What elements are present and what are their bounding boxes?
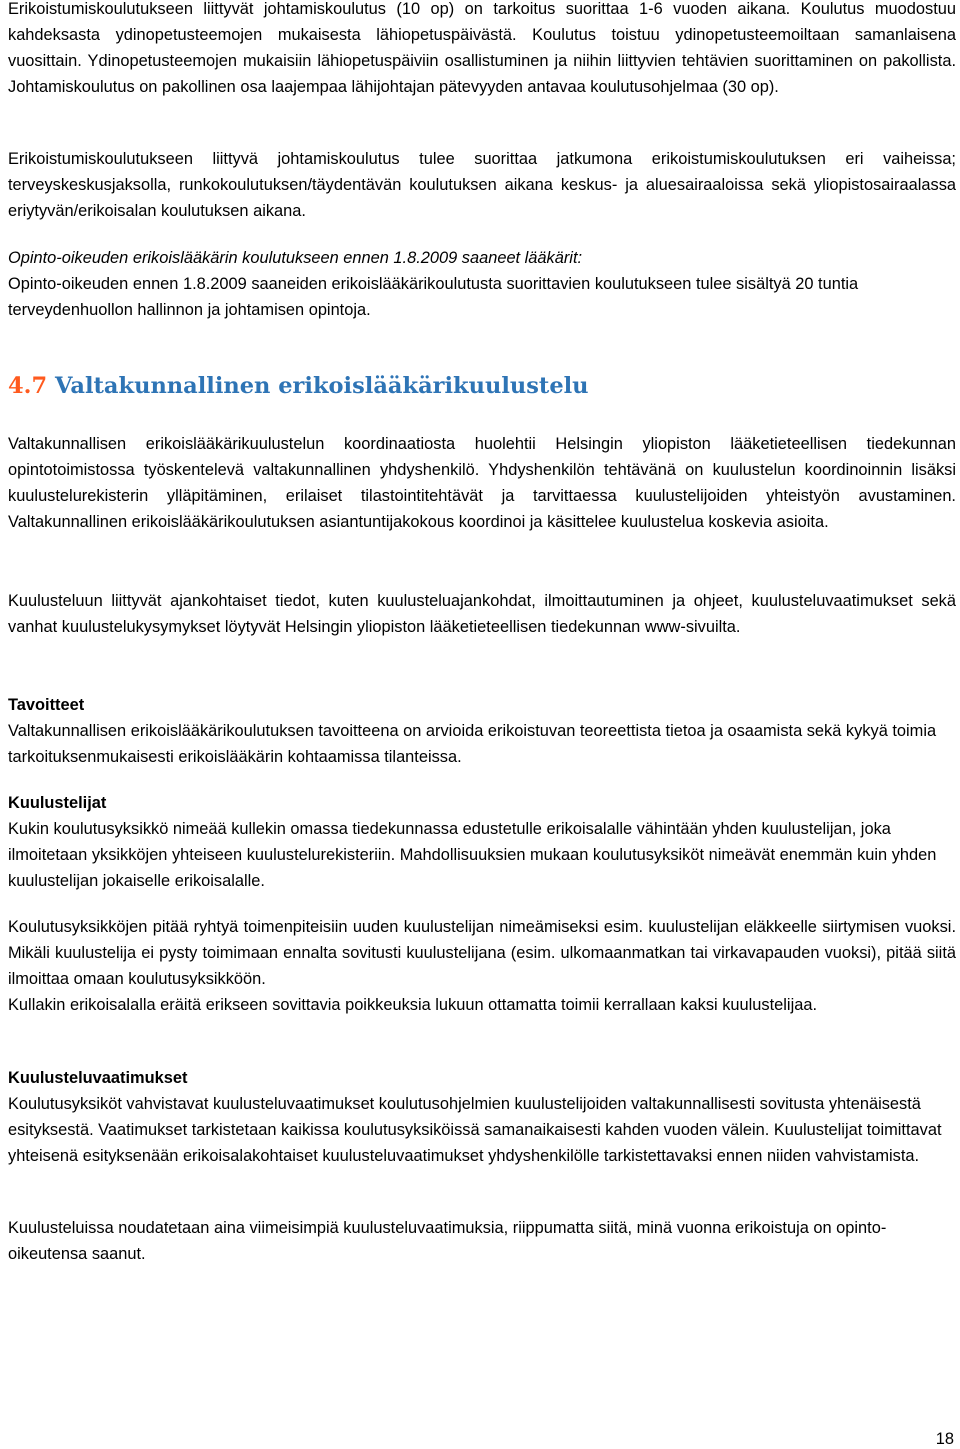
page-number: 18	[935, 1430, 954, 1448]
section-title: Valtakunnallinen erikoislääkärikuulustelu	[55, 373, 589, 399]
section-kuulusteluvaatimukset	[8, 1065, 956, 1169]
paragraph-koordinaatio	[8, 431, 956, 535]
paragraph-text: Erikoistumiskoulutukseen liittyvä johtamiskoulutus tulee suorittaa jatkumona erikoistumiskoulutuksen eri vaiheissa; terveyskeskusjaksolla, runkokoulutuksen/täydentävän koulutuksen aikana keskus- ja aluesairaaloissa sekä yliopistosairaalassa eriytyvän/erikoisalan koulutuksen aikana.	[8, 150, 956, 220]
paragraph-text: Erikoistumiskoulutukseen liittyvät johtamiskoulutus (10 op) on tarkoitus suorittaa 1-6 vuoden aikana. Koulutus muodostuu kahdeksasta ydinopetusteemojen mukaisesta lähiopetuspäivästä. Koulutus toistuu ydinopetusteemoiltaan samanlaisena vuosittain. Ydinopetusteemojen mukaisiin lähiopetuspäiviin osallistuminen ja niihin liittyvien tehtävien suorittaminen on pakollista. Johtamiskoulutus on pakollinen osa laajempaa lähijohtajan pätevyyden antavaa koulutusohjelmaa (30 op).	[8, 0, 956, 96]
paragraph-uusi-kuulustelija	[8, 914, 956, 1018]
subsection-title: Kuulusteluvaatimukset	[8, 1069, 188, 1087]
paragraph-text: Kukin koulutusyksikkö nimeää kullekin omassa tiedekunnassa edustetulle erikoisalalle vähintään yhden kuulustelijan, joka ilmoitetaan yksikköjen yhteiseen kuulustelurekisteriin. Mahdollisuuksien mukaan koulutusyksiköt nimeävät enemmän kuin yhden kuulustelijan jokaiselle erikoisalalle.	[8, 820, 937, 890]
section-kuulustelijat	[8, 790, 956, 894]
paragraph-text: Kuulusteluun liittyvät ajankohtaiset tiedot, kuten kuulusteluajankohdat, ilmoittautuminen ja ohjeet, kuulusteluvaatimukset sekä vanhat kuulustelukysymykset löytyvät Helsingin yliopiston lääketieteellisen tiedekunnan www-sivuilta.	[8, 592, 956, 636]
section-tavoitteet	[8, 692, 956, 770]
paragraph-text: Opinto-oikeuden ennen 1.8.2009 saaneiden erikoislääkärikoulutusta suorittavien koulutukseen tulee sisältyä 20 tuntia terveydenhuollon hallinnon ja johtamisen opintoja.	[8, 275, 859, 319]
paragraph-viimeisimmat-vaatimukset	[8, 1215, 956, 1267]
paragraph-text: Valtakunnallisen erikoislääkärikoulutuksen tavoitteena on arvioida erikoistuvan teoreettista tietoa ja osaamista sekä kykyä toimia tarkoituksenmukaisesti erikoislääkärin kohtaamissa tilanteissa.	[8, 722, 937, 766]
section-heading	[8, 371, 589, 401]
paragraph-text: Koulutusyksiköt vahvistavat kuulusteluvaatimukset koulutusohjelmien kuulustelijoiden valtakunnallisesti sovitusta yhtenäisestä esityksestä. Vaatimukset tarkistetaan kaikissa koulutusyksiköissä samanaikaisesti kahden vuoden välein. Kuulustelijat toimittavat yhteisenä esityksenään erikoisalakohtaiset kuulusteluvaatimukset yhdyshenkilölle tarkistettavaksi ennen niiden vahvistamista.	[8, 1095, 942, 1165]
subsection-title: Kuulustelijat	[8, 794, 107, 812]
subsection-title: Tavoitteet	[8, 696, 85, 714]
section-number: 4.7	[8, 373, 48, 399]
paragraph-ajankohtaiset	[8, 588, 956, 640]
paragraph-opinto-oikeus	[8, 245, 956, 323]
paragraph-text: Kullakin erikoisalalla eräitä erikseen sovittavia poikkeuksia lukuun ottamatta toimii kerrallaan kaksi kuulustelijaa.	[8, 996, 817, 1014]
paragraph-text: Valtakunnallisen erikoislääkärikuulustelun koordinaatiosta huolehtii Helsingin yliopiston lääketieteellisen tiedekunnan opintotoimistossa työskentelevä valtakunnallinen yhdyshenkilö. Yhdyshenkilön tehtävänä on kuulustelun koordinoinnin lisäksi kuulustelurekisterin ylläpitäminen, erilaiset tilastointitehtävät ja tarvittaessa kuulustelijoiden yhteistyön avustaminen. Valtakunnallinen erikoislääkärikoulutuksen asiantuntijakokous koordinoi ja käsittelee kuulustelua koskevia asioita.	[8, 435, 956, 531]
paragraph-johtamiskoulutus-jatkumo	[8, 146, 956, 224]
paragraph-johtamiskoulutus	[8, 0, 956, 100]
paragraph-text: Kuulusteluissa noudatetaan aina viimeisimpiä kuulusteluvaatimuksia, riippumatta siitä, minä vuonna erikoistuja on opinto-oikeutensa saanut.	[8, 1219, 887, 1263]
paragraph-italic-intro: Opinto-oikeuden erikoislääkärin koulutukseen ennen 1.8.2009 saaneet lääkärit:	[8, 249, 583, 267]
paragraph-text: Koulutusyksikköjen pitää ryhtyä toimenpiteisiin uuden kuulustelijan nimeämiseksi esim. kuulustelijan eläkkeelle siirtymisen vuoksi. Mikäli kuulustelija ei pysty toimimaan ennalta sovitusti kuulustelijana (esim. ulkomaanmatkan tai virkavapauden vuoksi), pitää siitä ilmoittaa omaan koulutusyksikköön.	[8, 918, 956, 988]
